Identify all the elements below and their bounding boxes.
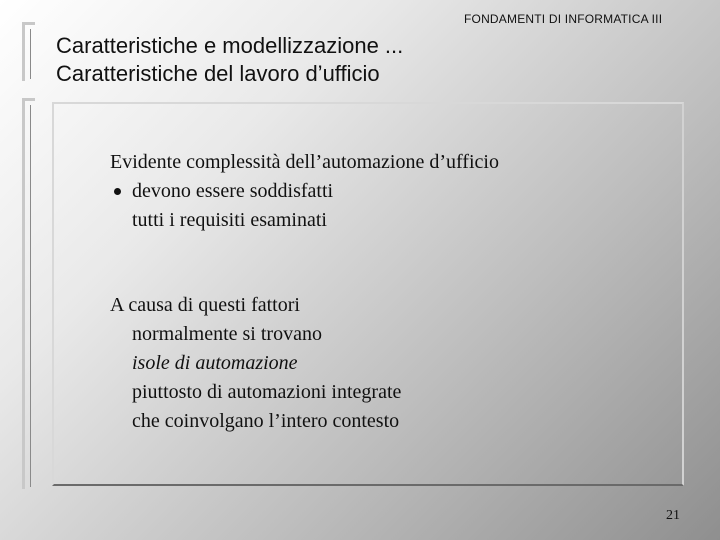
course-name: FONDAMENTI DI INFORMATICA III	[464, 12, 663, 26]
paragraph-line-3: isole di automazione	[132, 352, 298, 374]
content-bracket-decoration	[22, 98, 35, 489]
title-line-1: Caratteristiche e modellizzazione ...	[56, 33, 404, 58]
page-number: 21	[666, 508, 680, 523]
paragraph-line-4: piuttosto di automazioni integrate	[132, 381, 402, 403]
content-heading: Evidente complessità dell’automazione d’ufficio	[110, 151, 499, 173]
slide-title	[56, 32, 403, 88]
bullet-line-1: devono essere soddisfatti	[132, 180, 334, 202]
paragraph-line-1: A causa di questi fattori	[110, 294, 300, 316]
paragraph-line-2: normalmente si trovano	[132, 323, 322, 345]
slide-body	[110, 148, 499, 436]
title-line-2: Caratteristiche del lavoro d’ufficio	[56, 61, 380, 86]
paragraph-line-5: che coinvolgano l’intero contesto	[132, 410, 400, 432]
bullet-dot-icon	[114, 188, 121, 195]
bullet-item	[110, 177, 499, 235]
bullet-line-2: tutti i requisiti esaminati	[132, 209, 327, 231]
header-bracket-decoration	[22, 22, 35, 81]
